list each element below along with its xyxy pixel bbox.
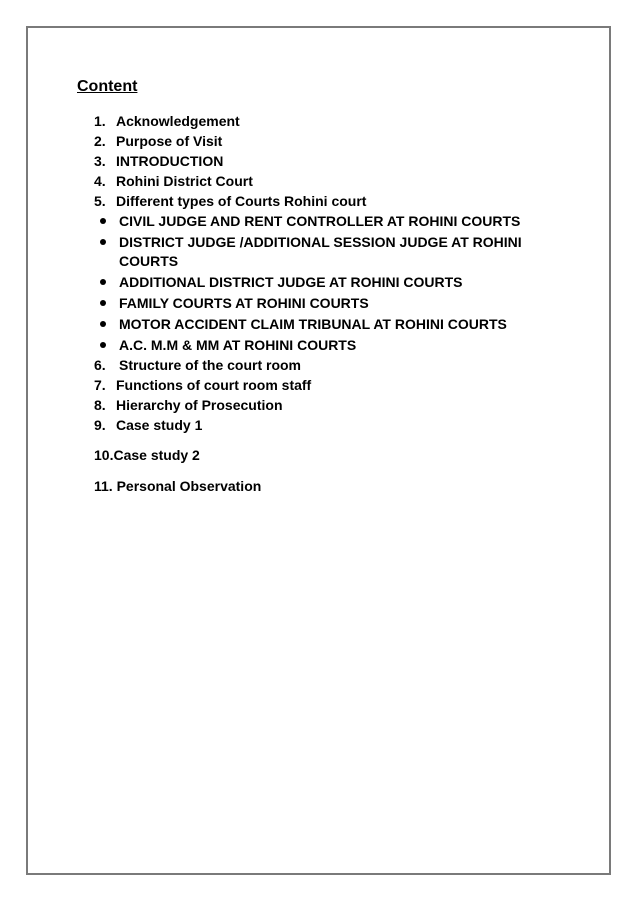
bullet-icon — [100, 279, 106, 285]
toc-text: Structure of the court room — [119, 357, 302, 373]
toc-number: 2. — [94, 133, 106, 149]
toc-number: 9. — [94, 417, 106, 433]
toc-number: 3. — [94, 153, 106, 169]
toc-text: Rohini District Court — [116, 173, 253, 189]
bullet-text: CIVIL JUDGE AND RENT CONTROLLER AT ROHINI COURTS — [119, 213, 521, 229]
bullet-icon — [100, 218, 106, 224]
toc-number: 8. — [94, 397, 106, 413]
toc-item-11: 11. Personal Observation — [94, 478, 262, 494]
toc-number: 1. — [94, 113, 106, 129]
bullet-icon — [100, 300, 106, 306]
toc-number: 4. — [94, 173, 106, 189]
bullet-icon — [100, 321, 106, 327]
bullet-text-continued: COURTS — [119, 253, 179, 269]
bullet-text: DISTRICT JUDGE /ADDITIONAL SESSION JUDGE AT ROHINI — [119, 234, 522, 250]
bullet-text: A.C. M.M & MM AT ROHINI COURTS — [119, 337, 357, 353]
content-heading: Content — [77, 78, 138, 95]
toc-text: Purpose of Visit — [116, 133, 223, 149]
toc-number: 7. — [94, 377, 106, 393]
bullet-icon — [100, 239, 106, 245]
toc-number: 5. — [94, 193, 106, 209]
toc-text: Different types of Courts Rohini court — [116, 193, 367, 209]
toc-text: Acknowledgement — [116, 113, 240, 129]
toc-text: INTRODUCTION — [116, 153, 224, 169]
toc-text: Hierarchy of Prosecution — [116, 397, 283, 413]
bullet-icon — [100, 342, 106, 348]
toc-item-10: 10.Case study 2 — [94, 447, 200, 463]
bullet-text: FAMILY COURTS AT ROHINI COURTS — [119, 295, 369, 311]
toc-number: 6. — [94, 357, 106, 373]
toc-text: Functions of court room staff — [116, 377, 312, 393]
bullet-text: MOTOR ACCIDENT CLAIM TRIBUNAL AT ROHINI COURTS — [119, 316, 507, 332]
bullet-text: ADDITIONAL DISTRICT JUDGE AT ROHINI COURTS — [119, 274, 463, 290]
toc-text: Case study 1 — [116, 417, 203, 433]
